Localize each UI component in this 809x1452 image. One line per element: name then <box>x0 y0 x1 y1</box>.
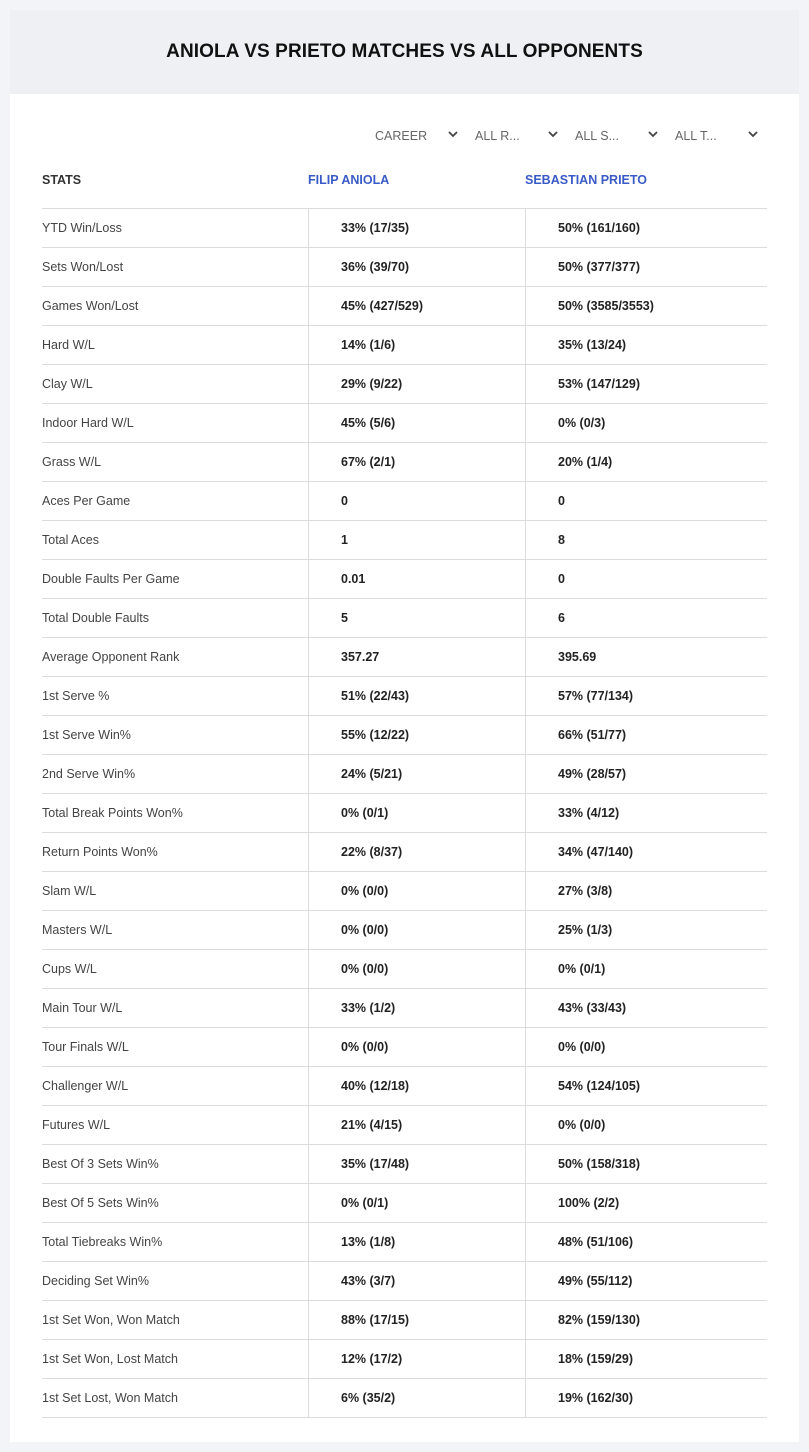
player1-stat-value: 0% (0/0) <box>308 1028 525 1066</box>
player1-stat-value: 14% (1/6) <box>308 326 525 364</box>
filter-round-label: ALL R... <box>475 129 520 143</box>
stat-label: Slam W/L <box>42 884 97 898</box>
table-row <box>42 1301 767 1340</box>
stat-label: Total Aces <box>42 533 99 547</box>
player2-stat-value: 48% (51/106) <box>525 1223 767 1261</box>
player1-stat-value: 0.01 <box>308 560 525 598</box>
table-row <box>42 950 767 989</box>
column-header-player1-link[interactable]: FILIP ANIOLA <box>308 173 390 187</box>
table-row <box>42 716 767 755</box>
player2-stat-value: 33% (4/12) <box>525 794 767 832</box>
table-row <box>42 248 767 287</box>
filter-tournament-label: ALL T... <box>675 129 717 143</box>
stats-card <box>10 10 799 1442</box>
table-row <box>42 1262 767 1301</box>
player2-stat-value: 27% (3/8) <box>525 872 767 910</box>
stat-label: Deciding Set Win% <box>42 1274 149 1288</box>
player2-stat-value: 0% (0/0) <box>525 1028 767 1066</box>
table-row <box>42 1184 767 1223</box>
player2-stat-value: 0 <box>525 560 767 598</box>
player1-stat-value: 0% (0/1) <box>308 1184 525 1222</box>
filter-tournament-select[interactable] <box>665 126 765 146</box>
player2-stat-value: 18% (159/29) <box>525 1340 767 1378</box>
table-row <box>42 287 767 326</box>
stat-label: Aces Per Game <box>42 494 131 508</box>
chevron-down-icon <box>647 128 659 140</box>
player1-stat-value: 24% (5/21) <box>308 755 525 793</box>
player1-stat-value: 51% (22/43) <box>308 677 525 715</box>
table-row <box>42 1223 767 1262</box>
player2-stat-value: 82% (159/130) <box>525 1301 767 1339</box>
player1-stat-value: 29% (9/22) <box>308 365 525 403</box>
table-row <box>42 521 767 560</box>
stat-label: YTD Win/Loss <box>42 221 122 235</box>
player1-stat-value: 0 <box>308 482 525 520</box>
player2-stat-value: 100% (2/2) <box>525 1184 767 1222</box>
table-row <box>42 443 767 482</box>
table-row <box>42 989 767 1028</box>
player1-stat-value: 6% (35/2) <box>308 1379 525 1417</box>
player2-stat-value: 50% (377/377) <box>525 248 767 286</box>
filter-bar <box>365 126 765 146</box>
player1-stat-value: 88% (17/15) <box>308 1301 525 1339</box>
stat-label: Grass W/L <box>42 455 102 469</box>
table-row <box>42 404 767 443</box>
player1-stat-value: 0% (0/0) <box>308 911 525 949</box>
player2-stat-value: 54% (124/105) <box>525 1067 767 1105</box>
stat-label: Cups W/L <box>42 962 97 976</box>
stats-table-body <box>42 208 767 1418</box>
player1-stat-value: 0% (0/1) <box>308 794 525 832</box>
stat-label: Main Tour W/L <box>42 1001 123 1015</box>
table-row <box>42 911 767 950</box>
stat-label: Tour Finals W/L <box>42 1040 129 1054</box>
player1-stat-value: 33% (1/2) <box>308 989 525 1027</box>
player2-stat-value: 50% (3585/3553) <box>525 287 767 325</box>
stat-label: Best Of 3 Sets Win% <box>42 1157 159 1171</box>
chevron-down-icon <box>547 128 559 140</box>
stat-label: Indoor Hard W/L <box>42 416 134 430</box>
player1-stat-value: 35% (17/48) <box>308 1145 525 1183</box>
player2-stat-value: 0% (0/3) <box>525 404 767 442</box>
player1-stat-value: 0% (0/0) <box>308 950 525 988</box>
table-row <box>42 833 767 872</box>
table-row <box>42 1106 767 1145</box>
table-row <box>42 1145 767 1184</box>
stat-label: Masters W/L <box>42 923 113 937</box>
player2-stat-value: 395.69 <box>525 638 767 676</box>
player1-stat-value: 22% (8/37) <box>308 833 525 871</box>
player1-stat-value: 0% (0/0) <box>308 872 525 910</box>
table-row <box>42 1028 767 1067</box>
player1-stat-value: 21% (4/15) <box>308 1106 525 1144</box>
player2-stat-value: 20% (1/4) <box>525 443 767 481</box>
table-row <box>42 1067 767 1106</box>
player2-stat-value: 49% (28/57) <box>525 755 767 793</box>
stat-label: Double Faults Per Game <box>42 572 180 586</box>
player1-stat-value: 33% (17/35) <box>308 209 525 247</box>
player2-stat-value: 50% (161/160) <box>525 209 767 247</box>
chevron-down-icon <box>447 128 459 140</box>
table-row <box>42 677 767 716</box>
stat-label: Total Break Points Won% <box>42 806 183 820</box>
column-header-player2-link[interactable]: SEBASTIAN PRIETO <box>525 173 648 187</box>
player2-stat-value: 50% (158/318) <box>525 1145 767 1183</box>
player2-stat-value: 8 <box>525 521 767 559</box>
player1-stat-value: 40% (12/18) <box>308 1067 525 1105</box>
player1-stat-value: 55% (12/22) <box>308 716 525 754</box>
player2-stat-value: 49% (55/112) <box>525 1262 767 1300</box>
stat-label: Futures W/L <box>42 1118 111 1132</box>
table-row <box>42 1340 767 1379</box>
player1-stat-value: 43% (3/7) <box>308 1262 525 1300</box>
player2-stat-value: 19% (162/30) <box>525 1379 767 1417</box>
player1-stat-value: 13% (1/8) <box>308 1223 525 1261</box>
player2-stat-value: 0% (0/1) <box>525 950 767 988</box>
player1-stat-value: 67% (2/1) <box>308 443 525 481</box>
player2-stat-value: 0% (0/0) <box>525 1106 767 1144</box>
stat-label: Average Opponent Rank <box>42 650 180 664</box>
table-row <box>42 638 767 677</box>
column-header-stats: STATS <box>42 173 82 187</box>
stat-label: 1st Serve % <box>42 689 110 703</box>
stat-label: 1st Set Won, Won Match <box>42 1313 180 1327</box>
table-row <box>42 482 767 521</box>
stat-label: 2nd Serve Win% <box>42 767 136 781</box>
player2-stat-value: 35% (13/24) <box>525 326 767 364</box>
player1-stat-value: 45% (427/529) <box>308 287 525 325</box>
stat-label: Games Won/Lost <box>42 299 139 313</box>
filter-surface-label: ALL S... <box>575 129 620 143</box>
stat-label: Challenger W/L <box>42 1079 129 1093</box>
filter-period-label: CAREER <box>375 129 428 143</box>
page-header <box>10 10 799 94</box>
stat-label: Total Tiebreaks Win% <box>42 1235 163 1249</box>
table-row <box>42 794 767 833</box>
table-row <box>42 560 767 599</box>
filter-period-select[interactable] <box>365 126 465 146</box>
stat-label: Return Points Won% <box>42 845 158 859</box>
table-row <box>42 1379 767 1418</box>
stat-label: 1st Set Won, Lost Match <box>42 1352 178 1366</box>
stat-label: 1st Serve Win% <box>42 728 131 742</box>
stat-label: Hard W/L <box>42 338 95 352</box>
page-title: ANIOLA VS PRIETO MATCHES VS ALL OPPONENTS <box>166 41 643 62</box>
table-row <box>42 365 767 404</box>
stat-label: Clay W/L <box>42 377 93 391</box>
stat-label: Total Double Faults <box>42 611 150 625</box>
player2-stat-value: 25% (1/3) <box>525 911 767 949</box>
player2-stat-value: 57% (77/134) <box>525 677 767 715</box>
player1-stat-value: 45% (5/6) <box>308 404 525 442</box>
player2-stat-value: 0 <box>525 482 767 520</box>
stat-label: 1st Set Lost, Won Match <box>42 1391 178 1405</box>
player1-stat-value: 357.27 <box>308 638 525 676</box>
player2-stat-value: 43% (33/43) <box>525 989 767 1027</box>
player2-stat-value: 34% (47/140) <box>525 833 767 871</box>
table-row <box>42 599 767 638</box>
table-row <box>42 755 767 794</box>
stat-label: Sets Won/Lost <box>42 260 124 274</box>
player2-stat-value: 66% (51/77) <box>525 716 767 754</box>
table-header <box>42 171 767 209</box>
stat-label: Best Of 5 Sets Win% <box>42 1196 159 1210</box>
chevron-down-icon <box>747 128 759 140</box>
player1-stat-value: 1 <box>308 521 525 559</box>
filter-surface-select[interactable] <box>565 126 665 146</box>
player1-stat-value: 36% (39/70) <box>308 248 525 286</box>
table-row <box>42 209 767 248</box>
player1-stat-value: 5 <box>308 599 525 637</box>
player2-stat-value: 53% (147/129) <box>525 365 767 403</box>
table-row <box>42 326 767 365</box>
table-row <box>42 872 767 911</box>
player1-stat-value: 12% (17/2) <box>308 1340 525 1378</box>
player2-stat-value: 6 <box>525 599 767 637</box>
filter-round-select[interactable] <box>465 126 565 146</box>
